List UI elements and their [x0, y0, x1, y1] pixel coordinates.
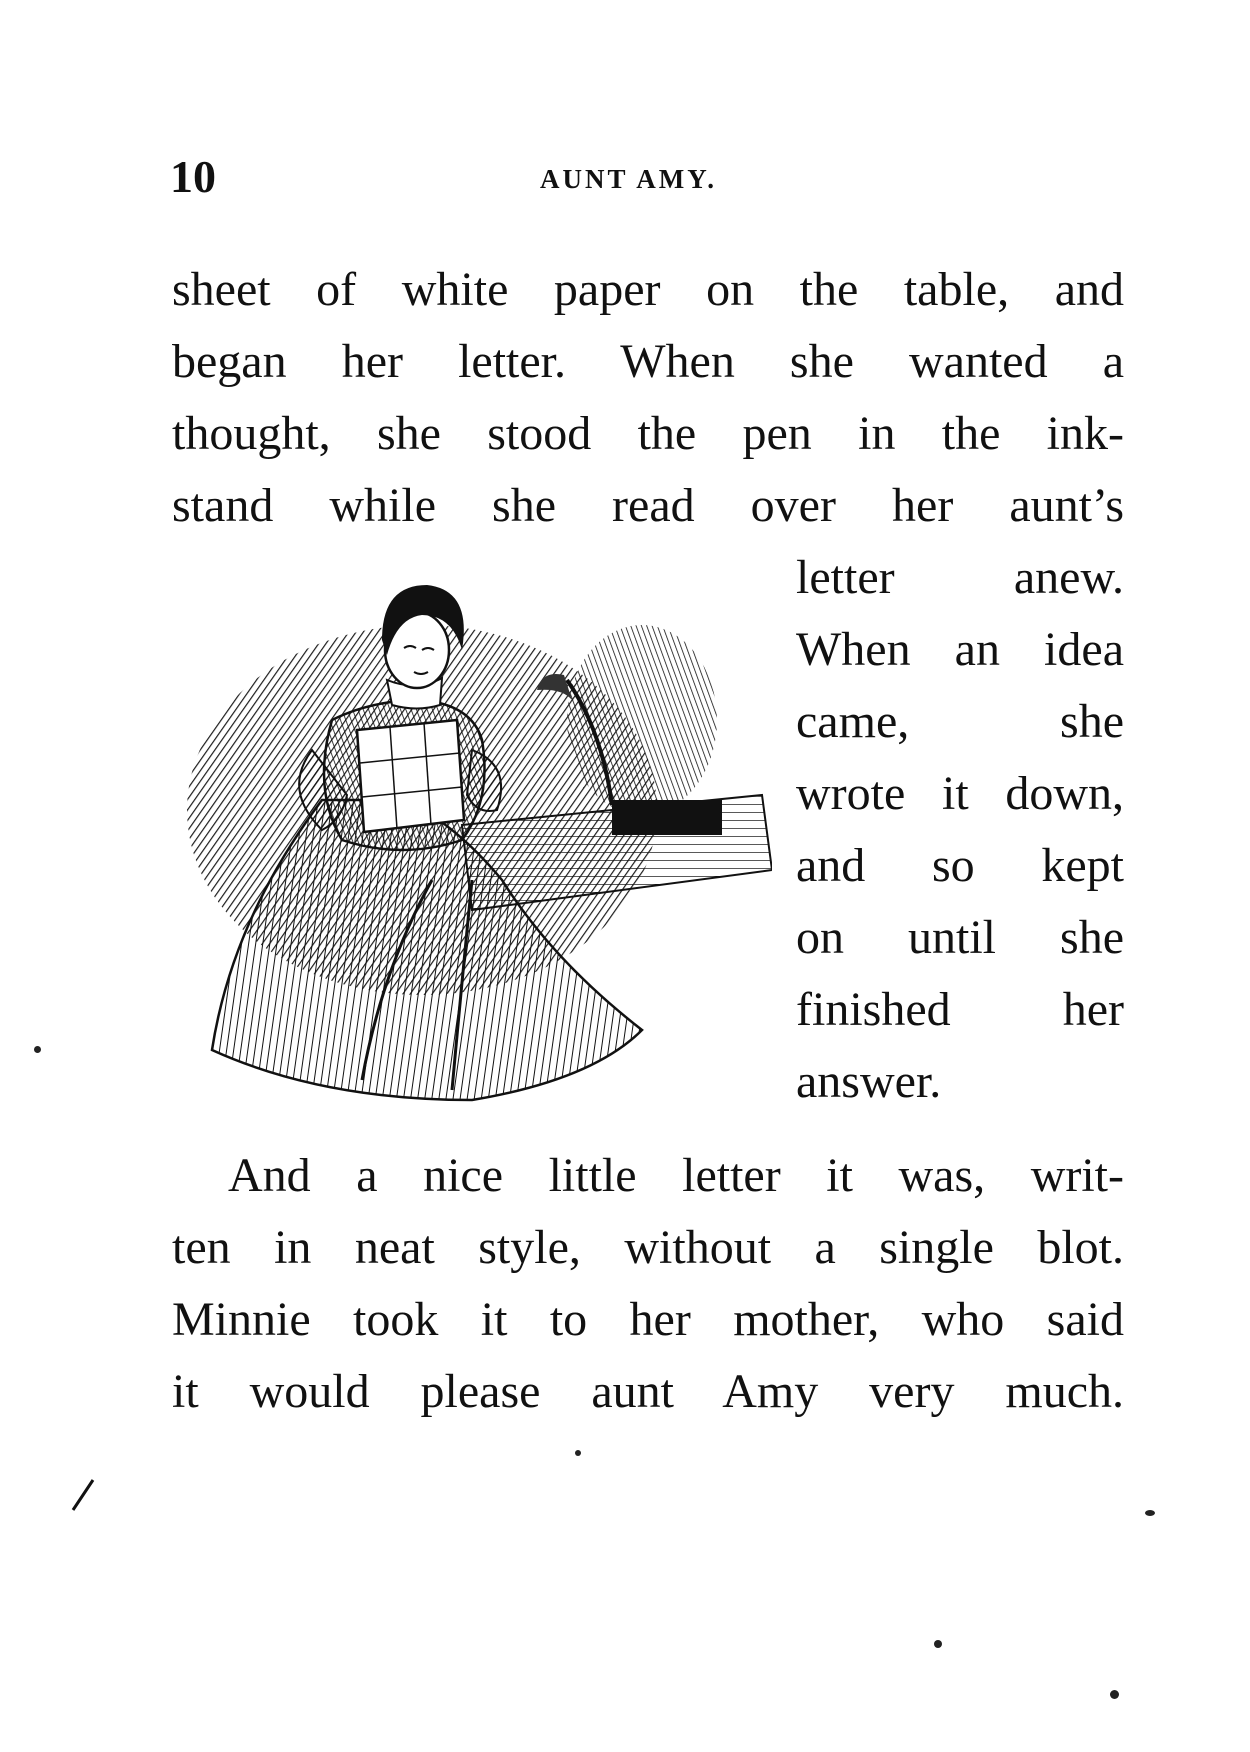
engraving-illustration [172, 580, 772, 1125]
ink-speck [34, 1046, 41, 1053]
ink-speck [934, 1640, 942, 1648]
text-line: wrote it down, [796, 767, 1124, 820]
page-number: 10 [170, 151, 216, 202]
text-line: and so kept [796, 839, 1124, 892]
text-line: came, she [796, 695, 1124, 748]
page-header [170, 150, 1125, 210]
ink-stroke [65, 1475, 105, 1515]
text-line: finished her [796, 983, 1124, 1036]
ink-speck [1145, 1510, 1155, 1516]
text-line: on until she [796, 911, 1124, 964]
text-line: sheet of white paper on the table, and [172, 263, 1124, 316]
text-line: it would please aunt Amy very much. [172, 1365, 1124, 1418]
text-line: began her letter. When she wanted a [172, 335, 1124, 388]
text-line: thought, she stood the pen in the ink- [172, 407, 1124, 460]
ink-speck [1110, 1690, 1119, 1699]
text-line: Minnie took it to her mother, who said [172, 1293, 1124, 1346]
text-line: When an idea [796, 623, 1124, 676]
text-line: And a nice little letter it was, writ- [228, 1149, 1124, 1202]
running-head: AUNT AMY. [540, 164, 718, 194]
text-line: letter anew. [796, 551, 1124, 604]
ink-speck [575, 1450, 581, 1456]
text-line: ten in neat style, without a single blot. [172, 1221, 1124, 1274]
text-line: answer. [796, 1055, 942, 1108]
text-line: stand while she read over her aunt’s [172, 479, 1124, 532]
